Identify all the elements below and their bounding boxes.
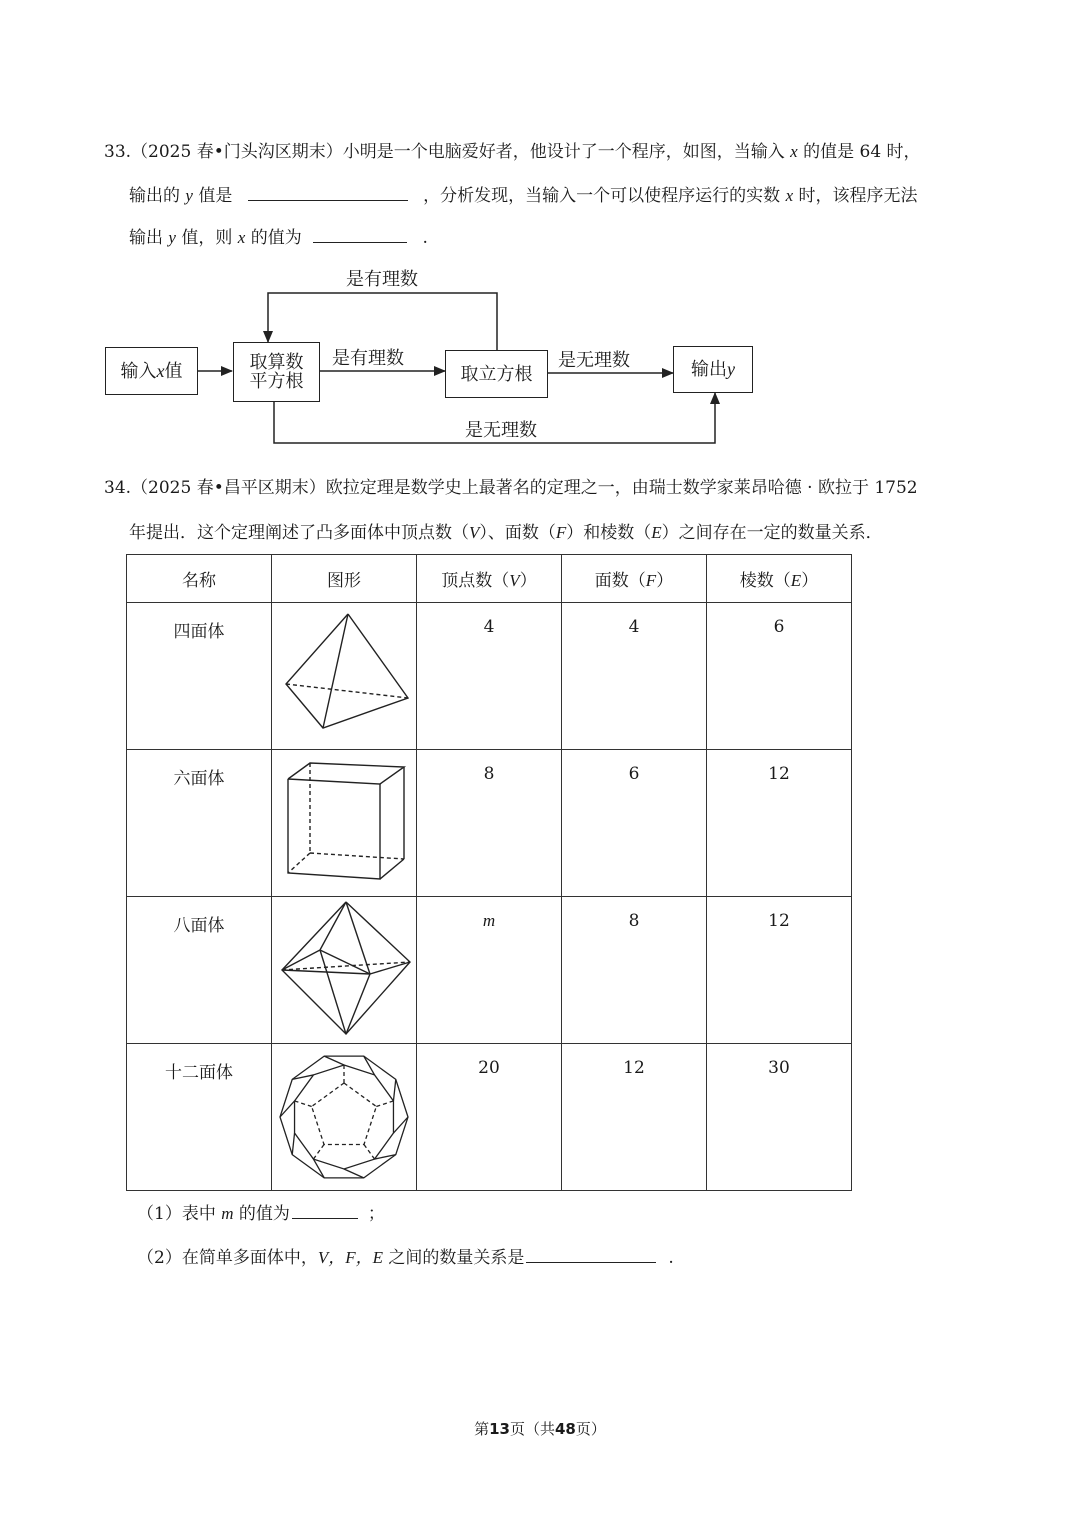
polyhedron-name: 八面体 <box>173 916 225 936</box>
question-text: 输出的 <box>129 186 180 206</box>
variable-y: y <box>168 228 176 247</box>
variable-y: y <box>727 359 735 379</box>
variable-F: F <box>555 523 567 542</box>
variable-m: m <box>221 1204 234 1223</box>
q33-line3 <box>129 224 428 250</box>
variable-V: V <box>469 523 480 542</box>
dodecahedron-figure <box>272 1044 417 1191</box>
question-text: ，分析发现，当输入一个可以使程序运行的实数 <box>423 186 781 206</box>
header-vertices <box>417 555 562 603</box>
label-rational: 是有理数 <box>332 348 404 369</box>
header-edges <box>707 555 852 603</box>
tetrahedron-drawing <box>272 604 416 744</box>
variable-V: V <box>509 571 520 590</box>
question-text: 的值是 64 时， <box>803 142 921 162</box>
q34-sub1 <box>137 1200 385 1226</box>
header-text: ） <box>656 571 674 591</box>
semicolon: ； <box>367 1204 385 1224</box>
question-text: 时，该程序无法 <box>798 186 918 206</box>
table-header-row <box>127 555 852 603</box>
cell-name <box>127 897 272 1044</box>
header-faces <box>562 555 707 603</box>
input-box-text: 值 <box>164 360 183 382</box>
q33-line1 <box>104 140 921 164</box>
q34-line1 <box>104 476 918 500</box>
sqrt-box-line2: 平方根 <box>249 371 304 392</box>
question-text: 输出 <box>129 228 163 248</box>
edges-value: 12 <box>768 764 790 784</box>
vertices-value: 20 <box>478 1058 500 1078</box>
cell-name <box>127 1044 272 1191</box>
question-text: 值是 <box>198 186 233 206</box>
variable-F: F <box>645 571 657 590</box>
polyhedron-name: 四面体 <box>173 622 225 642</box>
total-pages: 48 <box>555 1420 576 1438</box>
answer-blank-2[interactable] <box>313 224 407 243</box>
octahedron-drawing <box>272 898 416 1038</box>
vertices-value: 8 <box>483 764 495 784</box>
subquestion-text: 之间的数量关系是 <box>388 1248 525 1268</box>
variable-E: E <box>790 571 802 590</box>
sqrt-box <box>233 342 320 402</box>
cell-vertices <box>417 603 562 750</box>
question-source: （2025 春•昌平区期末） <box>131 478 326 498</box>
q34-sub2 <box>137 1244 674 1270</box>
faces-value: 12 <box>623 1058 645 1078</box>
cell-faces <box>562 1044 707 1191</box>
period: . <box>668 1248 674 1268</box>
table-row <box>127 897 852 1044</box>
question-text: 的值为 <box>250 228 302 248</box>
question-number: 34. <box>104 478 132 498</box>
cbrt-box <box>445 350 548 398</box>
variable-x: x <box>237 228 246 247</box>
cell-edges <box>707 750 852 897</box>
edges-value: 6 <box>773 617 785 637</box>
sqrt-box-line1: 取算数 <box>249 352 304 373</box>
header-text: 顶点数（ <box>441 571 510 591</box>
answer-blank-4[interactable] <box>526 1244 656 1263</box>
label-irrational-mid: 是无理数 <box>558 350 630 371</box>
subquestion-text: （2）在简单多面体中， <box>137 1248 318 1268</box>
polyhedron-name: 六面体 <box>173 769 225 789</box>
variable-x: x <box>785 186 794 205</box>
cell-faces <box>562 750 707 897</box>
variables-VFE: V，F，E <box>317 1248 383 1267</box>
faces-value: 8 <box>628 911 640 931</box>
euler-table <box>126 554 852 1191</box>
cell-vertices <box>417 750 562 897</box>
faces-value: 6 <box>628 764 640 784</box>
cube-drawing <box>272 751 416 891</box>
subquestion-text: （1）表中 <box>137 1204 216 1224</box>
cell-name <box>127 750 272 897</box>
tetrahedron-figure <box>272 603 417 750</box>
subquestion-text: 的值为 <box>238 1204 290 1224</box>
cell-edges <box>707 603 852 750</box>
question-text: 年提出．这个定理阐述了凸多面体中顶点数（ <box>129 523 469 543</box>
header-text: ） <box>519 571 537 591</box>
flowchart-connectors <box>100 260 760 450</box>
header-name: 名称 <box>127 555 272 603</box>
vertices-value: 4 <box>483 617 495 637</box>
question-source: （2025 春•门头沟区期末） <box>131 142 343 162</box>
answer-blank-1[interactable] <box>248 182 408 201</box>
variable-x: x <box>156 360 165 381</box>
question-text: ）、面数（ <box>479 523 556 543</box>
table-row <box>127 603 852 750</box>
question-text: 欧拉定理是数学史上最著名的定理之一，由瑞士数学家莱昂哈德 · 欧拉于 1752 <box>325 478 918 498</box>
cell-name <box>127 603 272 750</box>
answer-blank-3[interactable] <box>292 1200 358 1219</box>
page-number: 13 <box>489 1420 510 1438</box>
output-box-text: 输出 <box>691 359 727 380</box>
table-row <box>127 1044 852 1191</box>
label-irrational-bottom: 是无理数 <box>465 420 537 441</box>
question-text: ）和棱数（ <box>566 523 652 543</box>
polyhedron-name: 十二面体 <box>165 1063 233 1083</box>
period: . <box>422 228 428 248</box>
cell-vertices <box>417 897 562 1044</box>
footer-text: 页） <box>575 1420 606 1438</box>
page-footer <box>0 1418 1080 1439</box>
question-text: 小明是一个电脑爱好者，他设计了一个程序，如图，当输入 <box>342 142 785 162</box>
faces-value: 4 <box>628 617 640 637</box>
output-box <box>673 346 753 393</box>
dodecahedron-drawing <box>272 1045 416 1185</box>
question-text: ）之间存在一定的数量关系． <box>661 523 883 543</box>
vertices-value-m: m <box>482 911 496 930</box>
footer-text: 第 <box>474 1420 490 1438</box>
octahedron-figure <box>272 897 417 1044</box>
cube-figure <box>272 750 417 897</box>
cell-faces <box>562 897 707 1044</box>
variable-x: x <box>790 142 798 161</box>
input-box-text: 输入 <box>120 360 157 382</box>
question-number: 33. <box>104 142 132 162</box>
header-text: ） <box>801 571 819 591</box>
program-flowchart <box>100 260 760 450</box>
header-figure: 图形 <box>272 555 417 603</box>
header-text: 面数（ <box>594 571 646 591</box>
label-loop-rational: 是有理数 <box>346 269 418 290</box>
question-text: 值，则 <box>181 228 233 248</box>
cell-vertices <box>417 1044 562 1191</box>
table-row <box>127 750 852 897</box>
header-text: 棱数（ <box>739 571 791 591</box>
cell-faces <box>562 603 707 750</box>
q34-line2 <box>129 521 883 545</box>
footer-text: 页（共 <box>509 1420 555 1438</box>
cell-edges <box>707 897 852 1044</box>
variable-E: E <box>651 523 662 542</box>
input-box <box>105 347 198 395</box>
edges-value: 30 <box>768 1058 790 1078</box>
variable-y: y <box>185 186 193 205</box>
q33-line2 <box>129 182 918 208</box>
edges-value: 12 <box>768 911 790 931</box>
cell-edges <box>707 1044 852 1191</box>
cbrt-box-text: 取立方根 <box>460 363 533 385</box>
